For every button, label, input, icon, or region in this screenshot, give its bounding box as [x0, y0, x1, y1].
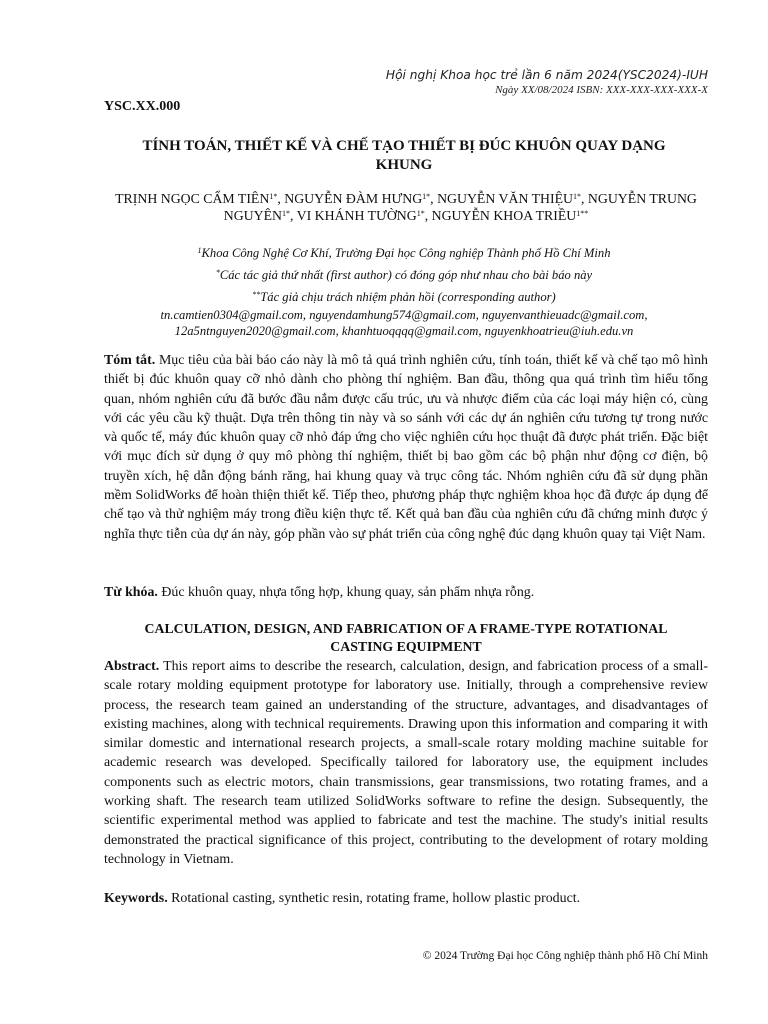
author-name: NGUYỄN KHOA TRIỀU — [431, 208, 577, 223]
english-title — [104, 620, 708, 656]
author-name: VI KHÁNH TƯỜNG — [296, 208, 417, 223]
author-mark: 1* — [422, 192, 431, 201]
vietnamese-keywords — [104, 583, 708, 602]
first-author-note — [104, 268, 704, 283]
author-mark: 1* — [282, 209, 290, 218]
first-author-text: Các tác giả thứ nhất (first author) có đóng góp như nhau cho bài báo này — [219, 268, 593, 282]
corresponding-author-mark: ** — [252, 290, 261, 299]
author-name: NGUYỄN VĂN THIỆU — [437, 191, 573, 206]
corresponding-author-text: Tác giả chịu trách nhiệm phản hồi (corresponding author) — [260, 290, 556, 304]
author-mark: 1* — [573, 192, 581, 201]
keywords-vn-text: Đúc khuôn quay, nhựa tổng hợp, khung quay, sản phẩm nhựa rỗng. — [161, 585, 535, 600]
abstract-en-text: This report aims to describe the research, calculation, design, and fabrication process of a small-scale rotary molding equipment prototype for laboratory use. Initially, through a comprehensive review process, the research team gained an understanding of the structure, advantages, and disadvantages of existing machines, along with technical requirements. Drawing upon this information and comparing it with similar domestic and international research projects, a small-scale rotary molding machine suitable for academic research was developed. Specifically tailored for laboratory use, the equipment includes components such as electric motors, chain transmissions, gear transmissions, two rotating frames, and a working shaft. The research team utilized SolidWorks software to refine the design. Subsequently, the scientific experimental method was applied to fabricate and test the machine. The study's initial results demonstrated the practical significance of this project, contributing to the development of rotary molding technology in Vietnam. — [104, 659, 708, 867]
paper-code: YSC.XX.000 — [104, 99, 181, 114]
author-separator: , — [290, 208, 297, 223]
author-mark: 1* — [269, 192, 278, 201]
english-title-line-1: CALCULATION, DESIGN, AND FABRICATION OF A FRAME-TYPE ROTATIONAL — [144, 621, 668, 636]
abstract-en-label: Abstract. — [104, 659, 160, 674]
copyright-footer: © 2024 Trường Đại học Công nghiệp thành phố Hồ Chí Minh — [422, 950, 708, 962]
author-name: NGUYỄN ĐÀM HƯNG — [284, 191, 423, 206]
abstract-vn-label: Tóm tắt. — [104, 353, 156, 368]
affiliation-text: Khoa Công Nghệ Cơ Khí, Trường Đại học Công nghiệp Thành phố Hồ Chí Minh — [201, 246, 611, 260]
emails-line-1: tn.camtien0304@gmail.com, nguyendamhung574@gmail.com, nguyenvanthieuadc@gmail.com, — [160, 308, 648, 322]
paper-title-line-2: KHUNG — [375, 157, 433, 173]
keywords-en-label: Keywords. — [104, 891, 168, 906]
vietnamese-abstract — [104, 351, 708, 544]
english-keywords — [104, 889, 708, 908]
emails-line-2: 12a5ntnguyen2020@gmail.com, khanhtuoqqqq@gmail.com, nguyenkhoatrieu@iuh.edu.vn — [174, 324, 634, 338]
author-separator: , — [277, 191, 285, 206]
author-separator: , — [430, 191, 438, 206]
english-title-line-2: CASTING EQUIPMENT — [330, 639, 482, 654]
keywords-en-text: Rotational casting, synthetic resin, rotating frame, hollow plastic product. — [171, 891, 581, 906]
author-list — [104, 190, 708, 224]
author-separator: , — [424, 208, 432, 223]
abstract-vn-text: Mục tiêu của bài báo cáo này là mô tả quá trình nghiên cứu, tính toán, thiết kế và chế tạo mô hình thiết bị đúc khuôn quay cỡ nhỏ dành cho phòng thí nghiệm. Ban đầu, thông qua quá trình tìm hiểu tổng quan, nhóm nghiên cứu đã bước đầu nắm được cấu trúc, ưu và nhược điểm của các loại máy hiện có, cùng với các yêu cầu kỹ thuật. Dựa trên thông tin này và so sánh với các dự án nghiên cứu tương tự trong nước và quốc tế, máy đúc khuôn quay cỡ nhỏ đáp ứng cho việc nghiên cứu học thuật đã được phát triển. Đặc biệt với mục đích sử dụng ở quy mô phòng thí nghiệm, thiết bị bao gồm các bộ phận như động cơ điện, bộ truyền xích, hệ dẫn động bánh răng, hai khung quay và trục công tác. Nhóm nghiên cứu đã sử dụng phần mềm SolidWorks để hoàn thiện thiết kế. Tiếp theo, phương pháp thực nghiệm khoa học đã được áp dụng để chế tạo và thử nghiệm máy trong điều kiện thực tế. Kết quả ban đầu của nghiên cứu đã chứng minh được ý nghĩa thực tiễn của dự án này, góp phần vào sự phát triển của công nghệ đúc dạng khuôn quay tại Việt Nam. — [104, 353, 708, 542]
author-mark: 1** — [576, 209, 589, 218]
author-name: TRỊNH NGỌC CẨM TIÊN — [115, 191, 270, 206]
author-separator: , — [581, 191, 588, 206]
affiliation — [104, 246, 704, 261]
paper-title-line-1: TÍNH TOÁN, THIẾT KẾ VÀ CHẾ TẠO THIẾT BỊ ĐÚC KHUÔN QUAY DẠNG — [142, 138, 666, 154]
keywords-vn-label: Từ khóa. — [104, 585, 158, 600]
paper-title — [104, 137, 704, 175]
english-abstract — [104, 657, 708, 869]
date-isbn-line: Ngày XX/08/2024 ISBN: XXX-XXX-XXX-XXX-X — [495, 84, 708, 96]
corresponding-author-note — [104, 290, 704, 305]
author-emails — [104, 307, 704, 339]
conference-header: Hội nghị Khoa học trẻ lần 6 năm 2024(YSC2024)-IUH — [385, 68, 708, 82]
author-mark: 1* — [416, 209, 425, 218]
author-name: NGUYỄN TRUNG NGUYÊN — [223, 191, 697, 223]
first-author-mark: * — [215, 268, 220, 277]
affiliation-mark: 1 — [197, 246, 202, 255]
